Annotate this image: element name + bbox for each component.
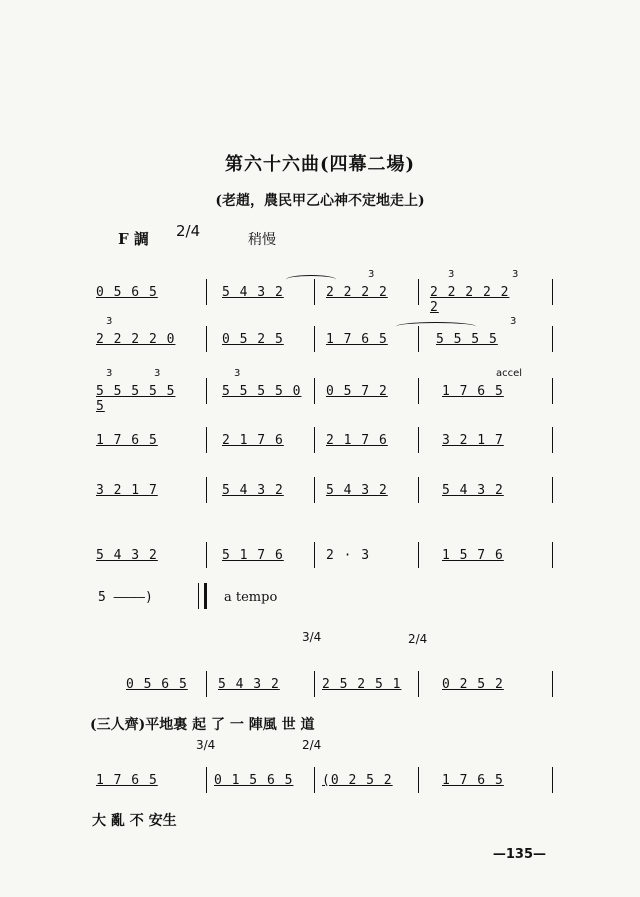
measure: (0 2 5 2 xyxy=(322,773,393,788)
notation-row-6 xyxy=(96,548,554,570)
triplet-mark: 3 xyxy=(448,269,455,280)
bar-line xyxy=(314,326,315,352)
measure: 2 5 2 5 1 xyxy=(322,677,402,692)
bar-line xyxy=(314,378,315,404)
bar-line xyxy=(418,542,419,568)
bar-line xyxy=(418,671,419,697)
bar-line xyxy=(314,427,315,453)
measure: 1 7 6 5 xyxy=(442,773,504,788)
measure: 2 2 2 2 xyxy=(326,285,388,300)
measure: 5 4 3 2 xyxy=(222,483,284,498)
triplet-mark: 3 xyxy=(512,269,519,280)
bar-line xyxy=(418,767,419,793)
bar-line xyxy=(552,378,553,404)
triplet-mark: 3 xyxy=(154,368,161,379)
sustained-note: 5 ————) xyxy=(98,590,153,605)
bar-line xyxy=(418,279,419,305)
page-number: —135— xyxy=(492,847,546,862)
page-title: 第六十六曲(四幕二場) xyxy=(224,154,416,175)
measure: 5 4 3 2 xyxy=(96,548,158,563)
time-change: 3/4 xyxy=(302,630,322,644)
bar-line xyxy=(552,767,553,793)
lyrics-line-2: 大 亂 不 安生 xyxy=(92,813,177,829)
triplet-mark: 3 xyxy=(510,316,517,327)
measure: 2 2 2 2 2 2 xyxy=(430,285,510,315)
bar-line xyxy=(314,671,315,697)
measure: 1 7 6 5 xyxy=(96,433,158,448)
measure: 5 4 3 2 xyxy=(218,677,280,692)
bar-line xyxy=(552,427,553,453)
triplet-mark: 3 xyxy=(368,269,375,280)
measure: 0 5 7 2 xyxy=(326,384,388,399)
measure: 3 2 1 7 xyxy=(96,483,158,498)
bar-line xyxy=(206,279,207,305)
measure: 5 5 5 5 5 5 xyxy=(96,384,176,414)
measure: 3 2 1 7 xyxy=(442,433,504,448)
triplet-mark: 3 xyxy=(106,368,113,379)
bar-line xyxy=(206,427,207,453)
bar-line xyxy=(314,477,315,503)
bar-line xyxy=(552,542,553,568)
measure: 0 2 5 2 xyxy=(442,677,504,692)
measure: 1 5 7 6 xyxy=(442,548,504,563)
bar-line xyxy=(206,326,207,352)
triplet-mark: 3 xyxy=(234,368,241,379)
measure: 2 2 2 2 0 xyxy=(96,332,176,347)
bar-line xyxy=(206,378,207,404)
bar-line xyxy=(418,477,419,503)
bar-line xyxy=(206,671,207,697)
measure: 5 5 5 5 0 xyxy=(222,384,302,399)
a-tempo-mark: a tempo xyxy=(224,590,278,605)
notation-row-1 xyxy=(96,269,554,315)
bar-line xyxy=(418,427,419,453)
lyrics-line-1: (三人齊)平地裏 起 了 一 陣風 世 道 xyxy=(90,717,315,733)
notation-row-3 xyxy=(96,368,554,414)
tie xyxy=(396,322,476,331)
bar-line xyxy=(206,542,207,568)
stage-direction: (老趙，農民甲乙心神不定地走上) xyxy=(215,193,425,209)
time-change: 2/4 xyxy=(302,738,322,752)
triplet-mark: 3 xyxy=(106,316,113,327)
time-change: 3/4 xyxy=(196,738,216,752)
measure: 2 1 7 6 xyxy=(222,433,284,448)
bar-line xyxy=(552,279,553,305)
measure: 2 · 3 xyxy=(326,548,371,563)
measure: 0 1 5 6 5 xyxy=(214,773,294,788)
measure: 5 5 5 5 xyxy=(436,332,498,347)
notation-row-4 xyxy=(96,433,554,455)
notation-row-5 xyxy=(96,483,554,505)
time-signature: 2/4 xyxy=(176,222,201,240)
bar-line xyxy=(206,477,207,503)
bar-line xyxy=(552,671,553,697)
bar-line xyxy=(314,542,315,568)
measure: 0 5 6 5 xyxy=(126,677,188,692)
key-signature: F 調 xyxy=(118,230,149,248)
time-change: 2/4 xyxy=(408,632,428,646)
accelerando-mark: accel xyxy=(496,368,523,379)
measure: 0 5 6 5 xyxy=(96,285,158,300)
measure: 1 7 6 5 xyxy=(442,384,504,399)
measure: 5 4 3 2 xyxy=(326,483,388,498)
tie xyxy=(286,275,336,284)
bar-line xyxy=(314,767,315,793)
measure: 0 5 2 5 xyxy=(222,332,284,347)
bar-line xyxy=(206,767,207,793)
bar-line xyxy=(552,326,553,352)
melody-row-1 xyxy=(96,677,554,699)
measure: 5 1 7 6 xyxy=(222,548,284,563)
double-bar-line xyxy=(198,583,207,609)
tempo-marking: 稍慢 xyxy=(248,232,276,248)
measure: 1 7 6 5 xyxy=(326,332,388,347)
bar-line xyxy=(418,378,419,404)
measure: 5 4 3 2 xyxy=(222,285,284,300)
notation-row-2 xyxy=(96,316,554,354)
measure: 2 1 7 6 xyxy=(326,433,388,448)
measure: 1 7 6 5 xyxy=(96,773,158,788)
bar-line xyxy=(552,477,553,503)
melody-row-2 xyxy=(96,773,554,795)
measure: 5 4 3 2 xyxy=(442,483,504,498)
